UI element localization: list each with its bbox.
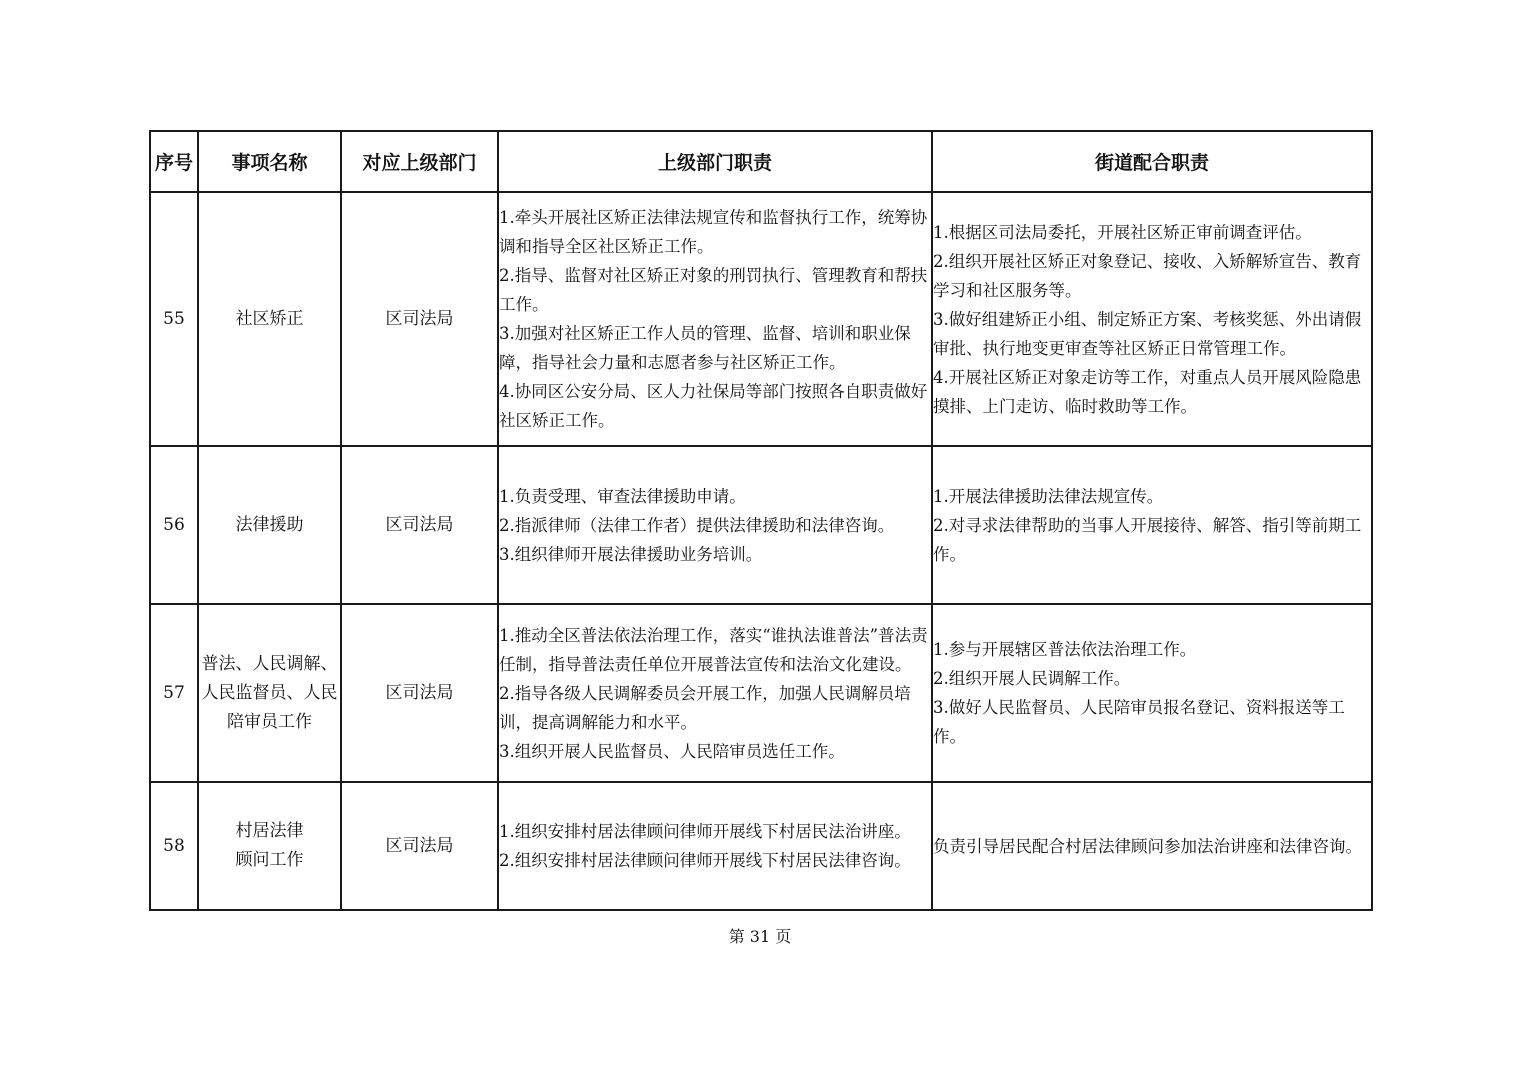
street-duty-line: 4.开展社区矫正对象走访等工作，对重点人员开展风险隐患摸排、上门走访、临时救助等工作。 [933,367,1362,416]
cell-item: 普法、人民调解、人民监督员、人民陪审员工作 [198,604,341,782]
street-duty-line: 2.组织开展社区矫正对象登记、接收、入矫解矫宣告、教育学习和社区服务等。 [933,251,1362,300]
cell-dept: 区司法局 [341,782,498,910]
upper-duty-line: 1.推动全区普法依法治理工作，落实“谁执法谁普法”普法责任制，指导普法责任单位开展普法宣传和法治文化建设。 [499,625,928,674]
street-duty-line: 1.参与开展辖区普法依法治理工作。 [933,640,1197,659]
table-row [150,446,1372,604]
cell-upper [498,604,932,782]
cell-street [932,446,1372,604]
header-row [150,131,1372,192]
upper-duty-line: 2.指导、监督对社区矫正对象的刑罚执行、管理教育和帮扶工作。 [499,266,928,314]
cell-street [932,192,1372,446]
upper-duty-line: 2.组织安排村居法律顾问律师开展线下村居民法律咨询。 [499,851,911,870]
table-row [150,192,1372,446]
upper-duty-line: 4.协同区公安分局、区人力社保局等部门按照各自职责做好社区矫正工作。 [499,382,928,430]
cell-item: 社区矫正 [198,192,341,446]
upper-duty-line: 3.加强对社区矫正工作人员的管理、监督、培训和职业保障，指导社会力量和志愿者参与社区矫正工作。 [499,324,911,372]
cell-upper [498,782,932,910]
street-duty-line: 2.组织开展人民调解工作。 [933,669,1131,688]
header-street: 街道配合职责 [932,131,1372,192]
upper-duty-line: 3.组织律师开展法律援助业务培训。 [499,544,763,564]
header-dept: 对应上级部门 [341,131,498,192]
cell-dept: 区司法局 [341,604,498,782]
street-duty-line: 3.做好人民监督员、人民陪审员报名登记、资料报送等工作。 [933,698,1345,746]
table-row [150,782,1372,910]
upper-duty-line: 2.指导各级人民调解委员会开展工作，加强人民调解员培训，提高调解能力和水平。 [499,683,911,732]
cell-seq: 58 [150,782,198,910]
cell-seq: 55 [150,192,198,446]
cell-dept: 区司法局 [341,446,498,604]
table-row [150,604,1372,782]
cell-upper [498,446,932,604]
header-item: 事项名称 [198,131,341,192]
street-duty-line: 负责引导居民配合村居法律顾问参加法治讲座和法律咨询。 [933,836,1362,856]
cell-street [932,782,1372,910]
upper-duty-line: 3.组织开展人民监督员、人民陪审员选任工作。 [499,741,845,761]
cell-seq: 57 [150,604,198,782]
cell-seq: 56 [150,446,198,604]
upper-duty-line: 1.牵头开展社区矫正法律法规宣传和监督执行工作，统筹协调和指导全区社区矫正工作。 [499,208,928,256]
cell-item: 法律援助 [198,446,341,604]
street-duty-line: 1.根据区司法局委托，开展社区矫正审前调查评估。 [933,222,1312,242]
duty-table [149,130,1373,911]
cell-item: 村居法律顾问工作 [198,782,341,910]
cell-upper [498,192,932,446]
street-duty-line: 1.开展法律援助法律法规宣传。 [933,486,1164,506]
upper-duty-line: 2.指派律师（法律工作者）提供法律援助和法律咨询。 [499,515,895,535]
street-duty-line: 2.对寻求法律帮助的当事人开展接待、解答、指引等前期工作。 [933,515,1362,564]
cell-street [932,604,1372,782]
page-number: 第 31 页 [728,927,792,946]
header-seq: 序号 [150,131,198,192]
cell-dept: 区司法局 [341,192,498,446]
street-duty-line: 3.做好组建矫正小组、制定矫正方案、考核奖惩、外出请假审批、执行地变更审查等社区矫正日常管理工作。 [933,309,1362,358]
header-upper: 上级部门职责 [498,131,932,192]
upper-duty-line: 1.负责受理、审查法律援助申请。 [499,486,746,506]
upper-duty-line: 1.组织安排村居法律顾问律师开展线下村居民法治讲座。 [499,822,911,841]
